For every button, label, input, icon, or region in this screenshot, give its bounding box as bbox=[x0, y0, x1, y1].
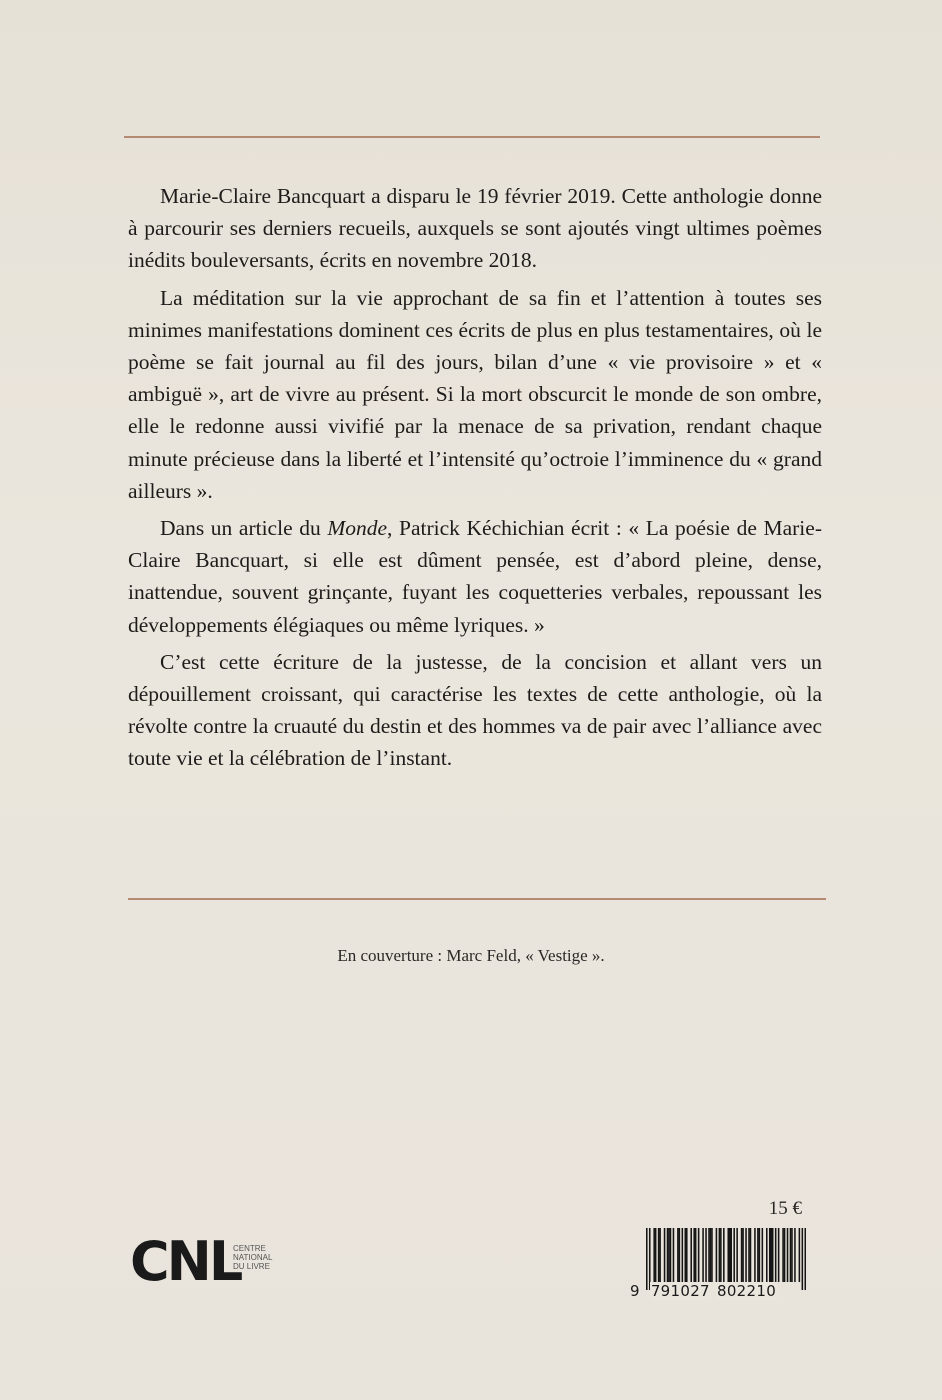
barcode-bar bbox=[772, 1228, 774, 1282]
barcode-bar bbox=[658, 1228, 660, 1282]
barcode-bar bbox=[698, 1228, 700, 1282]
barcode-bar bbox=[667, 1228, 669, 1282]
logo-line-1: CENTRE bbox=[233, 1244, 266, 1253]
barcode-bar bbox=[778, 1228, 780, 1282]
barcode-bar bbox=[799, 1228, 801, 1282]
barcode-bar bbox=[716, 1228, 718, 1282]
barcode-bar bbox=[745, 1228, 747, 1282]
barcode-bar bbox=[742, 1228, 744, 1282]
barcode-bar bbox=[649, 1228, 651, 1290]
isbn-number bbox=[630, 1282, 777, 1300]
barcode-bar bbox=[693, 1228, 695, 1282]
barcode-bar bbox=[668, 1228, 670, 1282]
barcode-bar bbox=[729, 1228, 731, 1282]
barcode-bar bbox=[790, 1228, 792, 1282]
paragraph-3-after: , Patrick Kéchichian écrit : « La poésie de Marie-Claire Bancquart, si elle est dûment pensée, est d’abord pleine, dense, inattendue, souvent grinçante, fuyant les coquetteries verbales, repoussant les développements élégiaques ou même lyriques. » bbox=[128, 516, 822, 637]
paragraph-3 bbox=[128, 512, 822, 641]
barcode-bar bbox=[736, 1228, 738, 1282]
cnl-logo-letters: CNL bbox=[130, 1230, 241, 1293]
barcode-bar bbox=[770, 1228, 772, 1282]
barcode-bar bbox=[784, 1228, 786, 1282]
barcode-bar bbox=[748, 1228, 750, 1282]
barcode-bar bbox=[695, 1228, 697, 1282]
paragraph-2: La méditation sur la vie approchant de sa fin et l’attention à toutes ses minimes manifestations dominent ces écrits de plus en plus testamentaires, où le poème se fait journal au fil des jours, bilan d’une « vie provisoire » et « ambiguë », art de vivre au présent. Si la mort obscurcit le monde de son ombre, elle le redonne aussi vivifié par la menace de sa privation, rendant chaque minute précieuse dans la liberté et l’intensité qu’octroie l’imminence du « grand ailleurs ». bbox=[128, 285, 822, 503]
barcode-bar bbox=[673, 1228, 675, 1282]
barcode-bar bbox=[679, 1228, 681, 1282]
barcode-bar bbox=[659, 1228, 661, 1282]
barcode-bar bbox=[766, 1228, 768, 1282]
barcode-bar bbox=[682, 1228, 684, 1282]
barcode-bar bbox=[705, 1228, 707, 1282]
barcode-bar bbox=[741, 1228, 743, 1282]
barcode-bar bbox=[686, 1228, 688, 1282]
barcode-bar bbox=[702, 1228, 704, 1282]
price-label: 15 € bbox=[768, 1198, 802, 1219]
cover-credit: En couverture : Marc Feld, « Vestige ». bbox=[337, 946, 605, 965]
barcode-bar bbox=[733, 1228, 735, 1282]
isbn-group-2: 802210 bbox=[716, 1282, 777, 1300]
newspaper-title: Monde bbox=[327, 516, 388, 541]
paragraph-4: C’est cette écriture de la justesse, de la concision et allant vers un dépouillement croissant, qui caractérise les textes de cette anthologie, où la révolte contre la cruauté du destin et des hommes va de pair avec l’alliance avec toute vie et la célébration de l’instant. bbox=[128, 649, 822, 771]
blurb bbox=[128, 180, 822, 775]
paragraph-1: Marie-Claire Bancquart a disparu le 19 février 2019. Cette anthologie donne à parcourir ses derniers recueils, auxquels se sont ajoutés vingt ultimes poèmes inédits bouleversants, écrits en novembre 2018. bbox=[128, 184, 822, 273]
barcode-bar bbox=[782, 1228, 784, 1282]
barcode-bar bbox=[646, 1228, 648, 1290]
barcode-bar bbox=[655, 1228, 657, 1282]
barcode-bar bbox=[757, 1228, 759, 1282]
barcode-bar bbox=[750, 1228, 752, 1282]
barcode-bar bbox=[775, 1228, 777, 1282]
barcode-bar bbox=[727, 1228, 729, 1282]
logo-line-3: DU LIVRE bbox=[233, 1262, 270, 1271]
barcode-bar bbox=[805, 1228, 806, 1290]
barcode-bar bbox=[664, 1228, 666, 1282]
barcode-bar bbox=[769, 1228, 771, 1282]
paragraph-3-before: Dans un article du bbox=[160, 516, 328, 541]
barcode-bar bbox=[711, 1228, 713, 1282]
barcode-bar bbox=[759, 1228, 761, 1282]
barcode-bars bbox=[646, 1228, 806, 1290]
barcode-bar bbox=[723, 1228, 725, 1290]
barcode-bar bbox=[802, 1228, 804, 1290]
barcode-bar bbox=[754, 1228, 756, 1282]
barcode-bar bbox=[791, 1228, 793, 1282]
barcode-bar bbox=[720, 1228, 722, 1282]
barcode-bar bbox=[719, 1228, 721, 1282]
barcode-bar bbox=[685, 1228, 687, 1282]
barcode-bar bbox=[677, 1228, 679, 1282]
barcode-bar bbox=[670, 1228, 672, 1282]
cnl-logo bbox=[130, 1232, 290, 1304]
barcode-bar bbox=[653, 1228, 655, 1282]
barcode-bar bbox=[708, 1228, 710, 1282]
barcode-bar bbox=[730, 1228, 732, 1282]
barcode-bar bbox=[787, 1228, 789, 1282]
top-divider bbox=[124, 136, 820, 138]
logo-line-2: NATIONAL bbox=[233, 1253, 273, 1262]
barcode-bar bbox=[794, 1228, 796, 1282]
barcode-bar bbox=[690, 1228, 692, 1282]
isbn-group-1: 791027 bbox=[650, 1282, 710, 1300]
barcode-bar bbox=[710, 1228, 712, 1282]
isbn-first-digit: 9 bbox=[630, 1282, 640, 1300]
barcode-bar bbox=[762, 1228, 764, 1282]
cnl-logo-subtitle bbox=[233, 1244, 272, 1271]
bottom-divider bbox=[128, 898, 826, 900]
